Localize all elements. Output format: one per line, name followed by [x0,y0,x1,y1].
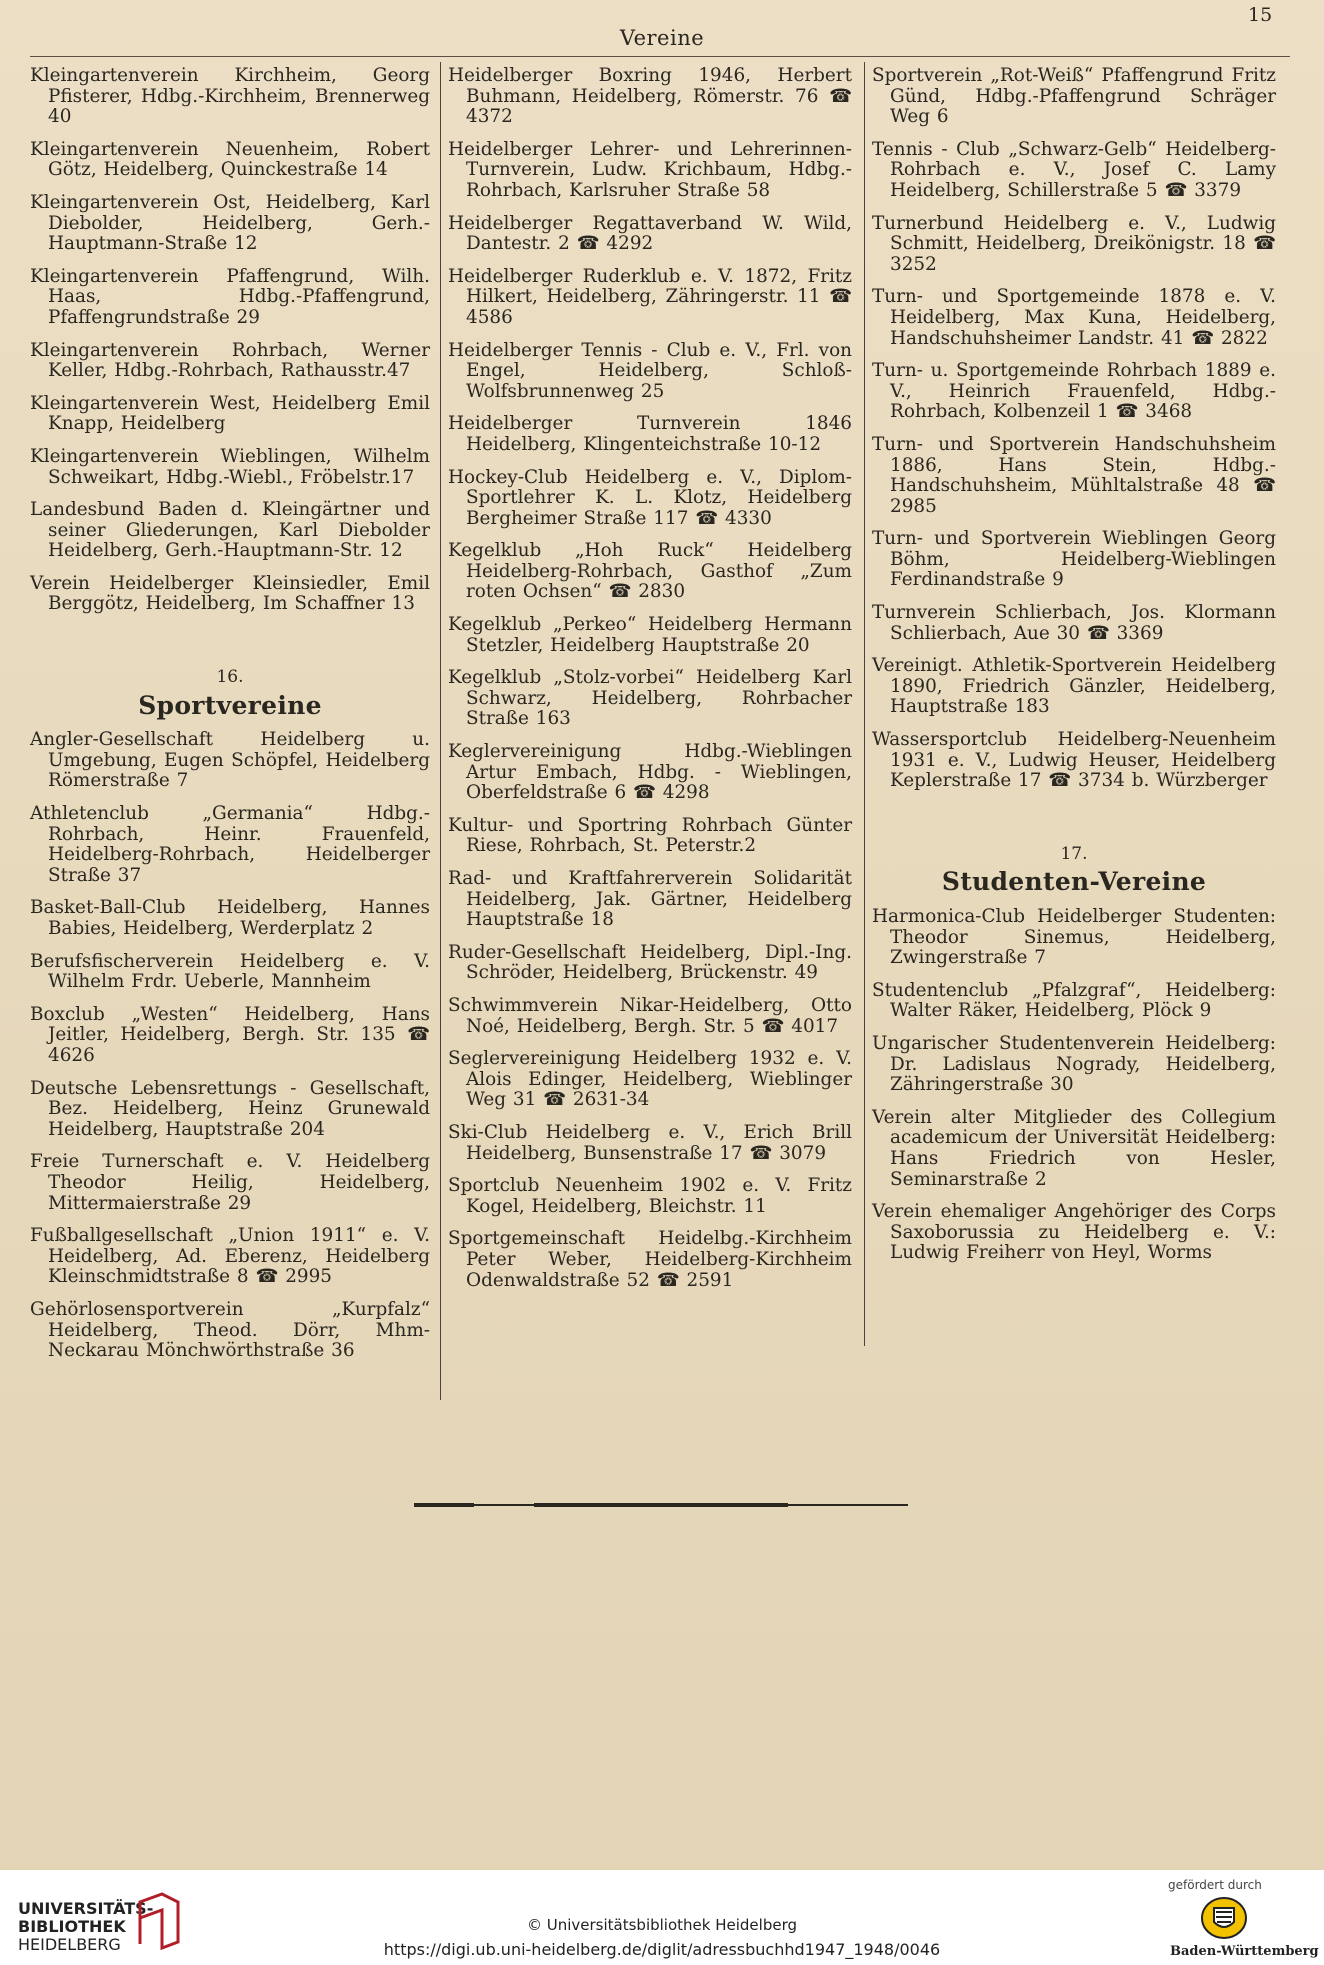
club-entry: Sportgemeinschaft Heidelbg.-Kirchheim Peter Weber, Heidelberg-Kirchheim Odenwaldstraße 52 ☎ 2591 [448,1228,852,1291]
club-entry: Heidelberger Regattaverband W. Wild, Dantestr. 2 ☎ 4292 [448,212,852,255]
club-entry: Turnerbund Heidelberg e. V., Ludwig Schmitt, Heidelberg, Dreikönigstr. 18 ☎ 3252 [872,212,1276,275]
club-entry: Verein Heidelberger Kleinsiedler, Emil Berggötz, Heidelberg, Im Schaffner 13 [30,572,430,615]
club-entry: Hockey-Club Heidelberg e. V., Diplom-Sportlehrer K. L. Klotz, Heidelberg Bergheimer Straße 117 ☎ 4330 [448,466,852,529]
section-title: Studenten-Vereine [941,867,1207,897]
club-entry: Basket-Ball-Club Heidelberg, Hannes Babies, Heidelberg, Werderplatz 2 [30,897,430,939]
column-divider [864,62,865,1346]
club-entry: Kleingartenverein Neuenheim, Robert Götz, Heidelberg, Quinckestraße 14 [30,138,430,181]
club-entry: Harmonica-Club Heidelberger Studenten: Theodor Sinemus, Heidelberg, Zwingerstraße 7 [872,906,1276,969]
club-entry: Kleingartenverein Kirchheim, Georg Pfisterer, Hdbg.-Kirchheim, Brennerweg 40 [30,65,430,128]
club-entry: Athletenclub „Germania“ Hdbg.-Rohrbach, Heinr. Frauenfeld, Heidelberg-Rohrbach, Heidelberger Straße 37 [30,803,430,886]
club-entry: Kegelklub „Perkeo“ Heidelberg Hermann Stetzler, Heidelberg Hauptstraße 20 [448,614,852,656]
library-name-line: HEIDELBERG [18,1935,121,1954]
club-entry: Schwimmverein Nikar-Heidelberg, Otto Noé, Heidelberg, Bergh. Str. 5 ☎ 4017 [448,994,852,1037]
club-entry: Verein alter Mitglieder des Collegium academicum der Universität Heidelberg: Hans Friedrich von Hesler, Seminarstraße 2 [872,1106,1276,1190]
club-entry: Boxclub „Westen“ Heidelberg, Hans Jeitler, Heidelberg, Bergh. Str. 135 ☎ 4626 [30,1003,430,1066]
club-entry: Tennis - Club „Schwarz-Gelb“ Heidelberg-Rohrbach e. V., Josef C. Lamy Heidelberg, Schillerstraße 5 ☎ 3379 [872,138,1276,201]
section-number: 16. [216,667,244,688]
club-entry: Kegelklub „Hoh Ruck“ Heidelberg Heidelberg-Rohrbach, Gasthof „Zum roten Ochsen“ ☎ 2830 [448,540,852,603]
club-entry: Sportclub Neuenheim 1902 e. V. Fritz Kogel, Heidelberg, Bleichstr. 11 [448,1175,852,1217]
club-entry: Kultur- und Sportring Rohrbach Günter Riese, Rohrbach, St. Peterstr.2 [448,814,852,857]
column-3 [872,66,1276,1276]
column-2 [448,66,852,1303]
club-entry: Heidelberger Turnverein 1846 Heidelberg, Klingenteichstraße 10-12 [448,413,852,455]
running-head: Vereine [619,26,705,50]
club-entry: Turnverein Schlierbach, Jos. Klormann Schlierbach, Aue 30 ☎ 3369 [872,602,1276,644]
club-entry: Kleingartenverein Rohrbach, Werner Keller, Hdbg.-Rohrbach, Rathausstr.47 [30,339,430,382]
club-entry: Kleingartenverein Pfaffengrund, Wilh. Haas, Hdbg.-Pfaffengrund, Pfaffengrundstraße 29 [30,265,430,328]
club-entry: Berufsfischerverein Heidelberg e. V. Wilhelm Frdr. Ueberle, Mannheim [30,950,430,993]
club-entry: Fußballgesellschaft „Union 1911“ e. V. Heidelberg, Ad. Eberenz, Heidelberg Kleinschmidtstraße 8 ☎ 2995 [30,1225,430,1288]
closing-rule [414,1504,908,1506]
club-entry: Kegelklub „Stolz-vorbei“ Heidelberg Karl Schwarz, Heidelberg, Rohrbacher Straße 163 [448,667,852,730]
club-entry: Turn- u. Sportgemeinde Rohrbach 1889 e. V., Heinrich Frauenfeld, Hdbg.-Rohrbach, Kolbenzeil 1 ☎ 3468 [872,360,1276,423]
club-entry: Studentenclub „Pfalzgraf“, Heidelberg: Walter Räker, Heidelberg, Plöck 9 [872,979,1276,1022]
club-entry: Verein ehemaliger Angehöriger des Corps Saxoborussia zu Heidelberg e. V.: Ludwig Freiherr von Heyl, Worms [872,1201,1276,1264]
club-entry: Kleingartenverein West, Heidelberg Emil Knapp, Heidelberg [30,392,430,435]
digitization-footer [0,1870,1324,1965]
club-entry: Gehörlosensportverein „Kurpfalz“ Heidelberg, Theod. Dörr, Mhm-Neckarau Mönchwörthstraße 36 [30,1298,430,1362]
coat-of-arms-icon [1200,1896,1248,1940]
club-entry: Ungarischer Studentenverein Heidelberg: Dr. Ladislaus Nogrady, Heidelberg, Zähringerstraße 30 [872,1032,1276,1096]
club-entry: Seglervereinigung Heidelberg 1932 e. V. Alois Edinger, Heidelberg, Wieblinger Weg 31 ☎ 2631-34 [448,1048,852,1111]
permalink[interactable]: https://digi.ub.uni-heidelberg.de/diglit/adressbuchhd1947_1948/0046 [383,1940,941,1959]
club-entry: Turn- und Sportverein Handschuhsheim 1886, Hans Stein, Hdbg.-Handschuhsheim, Mühltalstraße 48 ☎ 2985 [872,433,1276,517]
club-entry: Turn- und Sportverein Wieblingen Georg Böhm, Heidelberg-Wieblingen Ferdinandstraße 9 [872,528,1276,591]
funded-by-label: gefördert durch [1168,1878,1262,1892]
copyright-notice: © Universitätsbibliothek Heidelberg [526,1916,797,1934]
club-entry: Heidelberger Lehrer- und Lehrerinnen-Turnverein, Ludw. Krichbaum, Hdbg.-Rohrbach, Karlsruher Straße 58 [448,138,852,201]
club-entry: Keglervereinigung Hdbg.-Wieblingen Artur Embach, Hdbg. - Wieblingen, Oberfeldstraße 6 ☎ 4298 [448,741,852,804]
library-name-line: UNIVERSITÄTS- [18,1899,154,1918]
club-entry: Deutsche Lebensrettungs - Gesellschaft, Bez. Heidelberg, Heinz Grunewald Heidelberg, Hauptstraße 204 [30,1077,430,1140]
club-entry: Landesbund Baden d. Kleingärtner und seiner Gliederungen, Karl Diebolder Heidelberg, Gerh.-Hauptmann-Str. 12 [30,499,430,562]
club-entry: Freie Turnerschaft e. V. Heidelberg Theodor Heilig, Heidelberg, Mittermaierstraße 29 [30,1151,430,1214]
club-entry: Heidelberger Tennis - Club e. V., Frl. von Engel, Heidelberg, Schloß-Wolfsbrunnenweg 25 [448,339,852,402]
club-entry: Ski-Club Heidelberg e. V., Erich Brill Heidelberg, Bunsenstraße 17 ☎ 3079 [448,1121,852,1164]
club-entry: Kleingartenverein Ost, Heidelberg, Karl Diebolder, Heidelberg, Gerh.-Hauptmann-Straße 12 [30,191,430,255]
column-divider [440,62,441,1400]
club-entry: Kleingartenverein Wieblingen, Wilhelm Schweikart, Hdbg.-Wiebl., Fröbelstr.17 [30,445,430,488]
club-entry: Ruder-Gesellschaft Heidelberg, Dipl.-Ing. Schröder, Heidelberg, Brückenstr. 49 [448,941,852,984]
club-entry: Rad- und Kraftfahrerverein Solidarität Heidelberg, Jak. Gärtner, Heidelberg Hauptstraße 18 [448,868,852,931]
club-entry: Sportverein „Rot-Weiß“ Pfaffengrund Fritz Günd, Hdbg.-Pfaffengrund Schräger Weg 6 [872,65,1276,128]
library-name-line: BIBLIOTHEK [18,1917,126,1936]
header-rule [30,56,1290,57]
club-entry: Vereinigt. Athletik-Sportverein Heidelberg 1890, Friedrich Gänzler, Heidelberg, Hauptstraße 183 [872,655,1276,718]
club-entry: Turn- und Sportgemeinde 1878 e. V. Heidelberg, Max Kuna, Heidelberg, Handschuhsheimer Landstr. 41 ☎ 2822 [872,286,1276,349]
club-entry: Angler-Gesellschaft Heidelberg u. Umgebung, Eugen Schöpfel, Heidelberg Römerstraße 7 [30,729,430,792]
funder-name: Baden-Württemberg [1170,1944,1319,1959]
club-entry: Heidelberger Ruderklub e. V. 1872, Fritz Hilkert, Heidelberg, Zähringerstr. 11 ☎ 4586 [448,265,852,328]
club-entry: Heidelberger Boxring 1946, Herbert Buhmann, Heidelberg, Römerstr. 76 ☎ 4372 [448,65,852,128]
column-1 [30,66,430,1374]
page-number: 15 [1248,4,1273,26]
section-title: Sportvereine [138,690,322,720]
section-number: 17. [1060,843,1088,864]
club-entry: Wassersportclub Heidelberg-Neuenheim 1931 e. V., Ludwig Heuser, Heidelberg Keplerstraße 17 ☎ 3734 b. Würzberger [872,729,1276,792]
